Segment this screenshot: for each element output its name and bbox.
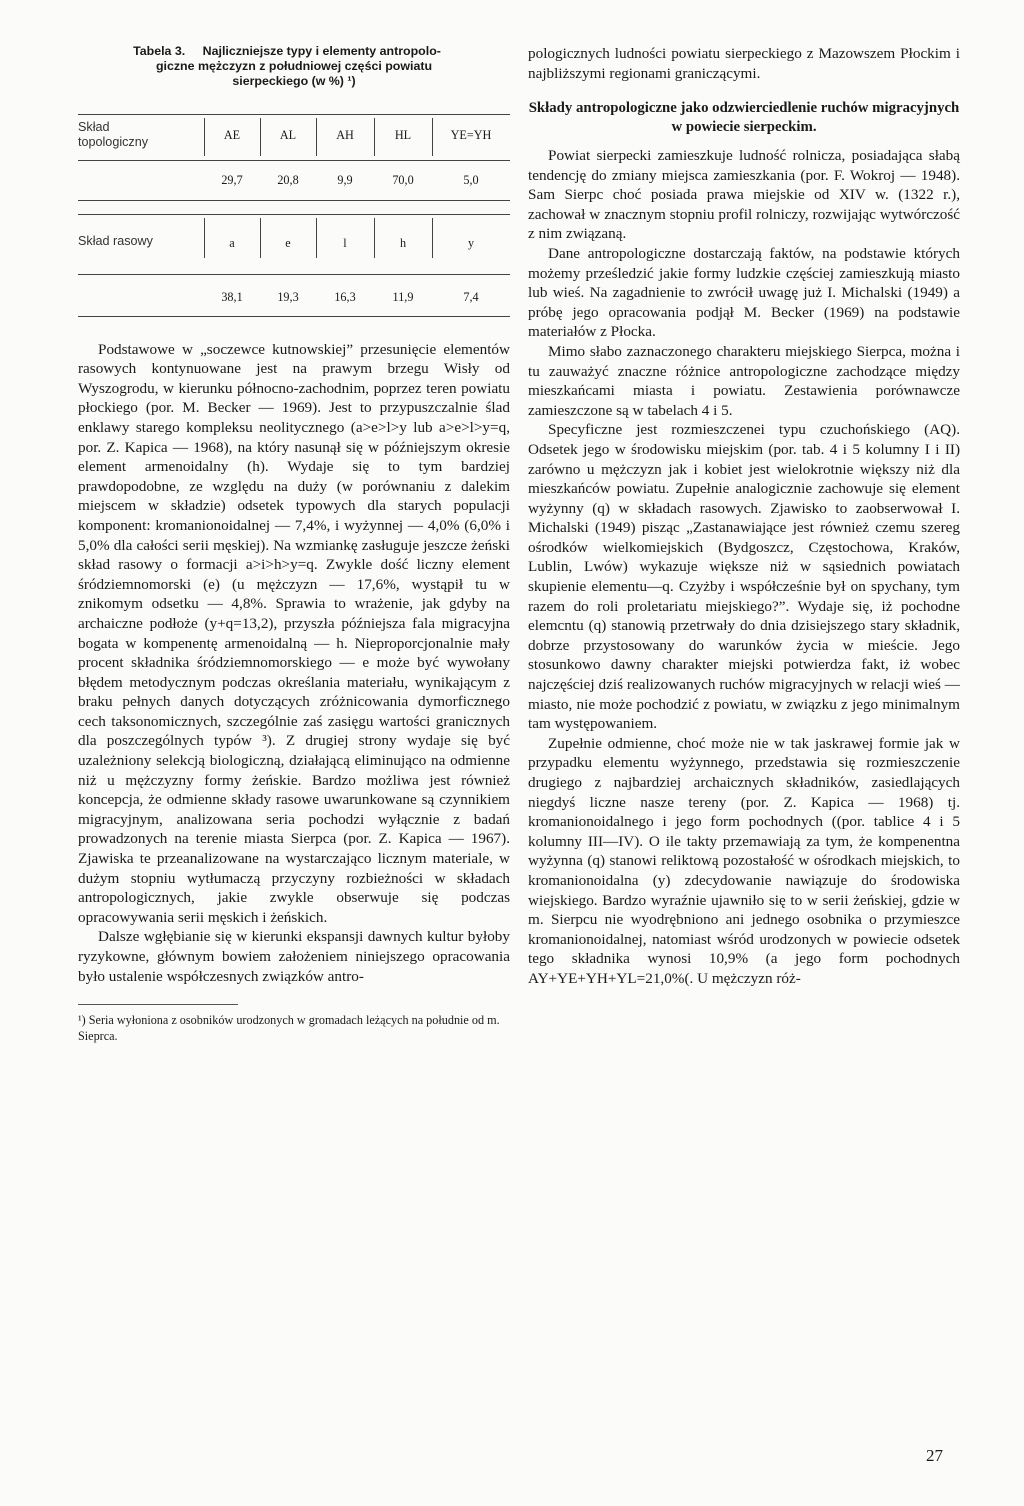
paragraph: Powiat sierpecki zamieszkuje ludność rolnicza, posiadająca słabą tendencję do zmiany miejsca zamieszkania (por. F. Wokroj — 1948). Sam Sierpc choć posiada prawa miejskie od XIV w. (1322 r.), zachował w znacznym stopniu profil rolniczy, rozwijając wytwórczość z nim związaną. [528, 147, 960, 243]
table-header-cell: AL [279, 127, 297, 142]
table-rule [78, 114, 510, 115]
table-header-cell: e [285, 235, 291, 250]
table-rule [78, 214, 510, 215]
table-value-cell: 11,9 [392, 289, 414, 304]
paragraph: Dalsze wgłębianie się w kierunki ekspansji dawnych kultur byłoby ryzykowne, głównym bowiem założeniem niniejszego opracowania było ustalenie współczesnych związków antro- [78, 928, 510, 985]
table-caption-label: Tabela 3. [133, 44, 186, 58]
paragraph: Zupełnie odmienne, choć może nie w tak jaskrawej formie jak w przypadku elementu wyżynnego, przedstawia się rozmieszczenie drugiego z najbardziej archaicznych składników, zasiedlających niegdyś liczne nasze tereny (por. Z. Kapica — 1968) tj. kromanionoidalnego i jego form pochodnych ((por. tablice 4 i 5 kolumny III—IV). O ile takty przemawiają za tym, że kompenentna wyżynna (q) stanowi reliktową pozostałość w ośrodkach miejskich, to kromanionoidalna (y) zdecydowanie nawiązuje do środowiska wiejskiego. Bardzo wyraźnie ujawniło się to w serii żeńskiej, gdzie w m. Sierpcu nie wyodrębniono ani jednego osobnika o przymieszce kromanionoidalnej, natomiast wśród urodzonych w powiecie odsetek tego składnika wynosi 10,9% (a jego form pochodnych AY+YE+YH+YL=21,0%(. U mężczyzn róż- [528, 734, 960, 987]
paragraph: pologicznych ludności powiatu sierpeckiego z Mazowszem Płockim i najbliższymi regionami graniczącymi. [528, 45, 960, 82]
page-number: 27 [926, 1446, 943, 1465]
table-rule [78, 200, 510, 201]
row-label-racial: Skład rasowy [78, 233, 153, 248]
paragraph: Mimo słabo zaznaczonego charakteru miejskiego Sierpca, można i tu zauważyć znaczne różnice antropologiczne zachodzące między mieszkańcami miasta i powiatu. Zestawienia porównawcze zamieszczone są w tabelach 4 i 5. [528, 342, 960, 419]
table-column-rule [374, 118, 375, 156]
table-caption-line: Najliczniejsze typy i elementy antropolo- [202, 44, 441, 58]
table-column-rule [316, 118, 317, 156]
footnote: ¹) Seria wyłoniona z osobników urodzonych w gromadach leżących na południe od m. Sieprca. [78, 1013, 500, 1043]
table-column-rule [374, 218, 375, 258]
table-value-cell: 5,0 [463, 172, 479, 187]
table-header-cell: y [467, 235, 475, 250]
table-column-rule [432, 218, 433, 258]
left-body [78, 340, 510, 987]
table-header-cell: l [343, 235, 347, 250]
table-value-cell: 29,7 [221, 172, 243, 187]
table-column-rule [204, 218, 205, 258]
table-header-cell: a [229, 235, 235, 250]
section-heading: Składy antropologiczne jako odzwierciedlenie ruchów migracyjnych w powiecie sierpeckim. [528, 100, 960, 135]
table-value-cell: 19,3 [277, 289, 299, 304]
table-column-rule [260, 218, 261, 258]
table-caption-line: giczne mężczyzn z południowej części powiatu [155, 59, 433, 74]
table-value-cell: 7,4 [463, 289, 479, 304]
table-column-rule [260, 118, 261, 156]
table-header-cell: HL [394, 127, 412, 142]
table-value-cell: 20,8 [277, 172, 299, 187]
table-header-cell: h [399, 235, 407, 250]
paragraph: Dane antropologiczne dostarczają faktów, na podstawie których możemy prześledzić jakie formy ludzkie częściej zamieszkują miasto lub wieś. Na zagadnienie to zwrócił uwagę już I. Michalski (1949) a próbę jego opracowania podjął M. Becker (1969) na podstawie materiałów z Płocka. [528, 244, 960, 341]
row-label-topological: Skład topologiczny [78, 119, 149, 149]
table-column-rule [204, 118, 205, 156]
data-table [78, 114, 510, 340]
table-rule [78, 316, 510, 317]
table-value-cell: 38,1 [221, 289, 243, 304]
table-column-rule [432, 118, 433, 156]
right-column [528, 44, 960, 989]
table-caption [78, 44, 510, 90]
table-rule [78, 160, 510, 161]
paragraph: Specyficzne jest rozmieszczenei typu czuchońskiego (AQ). Odsetek jego w środowisku miejskim (por. tab. 4 i 5 kolumny I i II) zarówno u mężczyzn jak i kobiet jest wielokrotnie większy niż dla mieszkańców powiatu. Zupełnie analogicznie zachowuje się element wyżynny (q) w składach rasowych. Zjawisko to zaobserwował I. Michalski (1949) pisząc „Zastanawiające jest również czemu szereg ośrodków wielkomiejskich (Bydgoszcz, Częstochowa, Kraków, Lublin, Lwów) wykazuje większe niż w sąsiednich powiatach skupienie elementu—q. Czyżby i współcześnie był on spychany, tym razem do roli proletariatu miejskiego?”. Wydaje się, iż pochodne elemcntu (q) stanowią przetrwały do dnia dzisiejszego stary składnik, dobrze przystosowany do warunków życia w mieście. Jego stosunkowo dawny charakter miejski potwierdza fakt, iż wobec najczęściej dziś realizowanych ruchów migracyjnych w relacji wieś — miasto, nie może pochodzić z powiatu, w związku z jego minimalnym tam występowaniem. [528, 421, 960, 733]
table-header-cell: AE [223, 127, 241, 142]
table-value-cell: 9,9 [337, 172, 353, 187]
footnote-rule [78, 1004, 238, 1005]
table-rule [78, 274, 510, 275]
table-header-cell: YE=YH [450, 127, 492, 142]
table-column-rule [316, 218, 317, 258]
table-value-cell: 70,0 [392, 172, 414, 187]
left-column [78, 44, 510, 1044]
table-value-cell: 16,3 [334, 289, 356, 304]
table-caption-line: sierpeckiego (w %) ¹) [232, 74, 356, 89]
paragraph: Podstawowe w „soczewce kutnowskiej” przesunięcie elementów rasowych kontynuowane jest na prawym brzegu Wisły od Wyszogrodu, w kierunku północno-zachodnim, poprzez teren powiatu płockiego (por. M. Becker — 1969). Jest to przypuszczalnie ślad enklawy starego kompleksu neolitycznego (a>e>l>y lub a>e>l>y=q, por. Z. Kapica — 1968), na który nasunął się w późniejszym okresie element armenoidalny (h). Wydaje się to tym bardziej prawdopodobne, ze względu na duży (w porównaniu z dalekim miejscem w składzie) odsetek typowych dla starych populacji komponent: kromanionoidalnej — 7,4%, i wyżynnej — 4,0% (6,0% i 5,0% dla całości serii męskiej). Na wzmiankę zasługuje jeszcze żeński skład rasowy o formacji a>i>h>y=q. Zwykle dość liczny element śródziemnomorski (e) (u mężczyzn — 17,6%, wystąpił tu w znikomym odsetku — 4,8%. Sprawia to wrażenie, jak gdyby na archaiczne podłoże (y+q=13,2), przyszła późniejsza fala migracyjna bogata w kompenentę armenoidalną — h. Nieproporcjonalnie mały procent składnika śródziemnomorskiego — e może być wywołany błędem metodycznym podczas określania materiału, wynikającym z braku pełnych danych dotyczących zróżnicowania dymorficznego cech taksonomicznych, szczególnie zaś zasięgu wartości granicznych dla poszczególnych typów ³). Z drugiej strony wydaje się być uzależniony selekcją biologiczną, działającą eliminująco na odmienne niż u mężczyzny formy żeńskie. Bardzo możliwa jest również koncepcja, że odmienne składy rasowe uwarunkowane są czynnikiem migracyjnym, analizowana seria pochodzi wyłącznie z badań prowadzonych na terenie miasta Sierpca (por. Z. Kapica — 1967). Zjawiska te przeanalizowane na wystarczająco licznym materiale, w dużym stopniu wytłumaczą przyczyny rozbieżności w składach antropologicznych, jakie zwykle obserwuje się podczas opracowywania serii męskich i żeńskich. [78, 340, 510, 926]
table-header-cell: AH [336, 127, 354, 142]
